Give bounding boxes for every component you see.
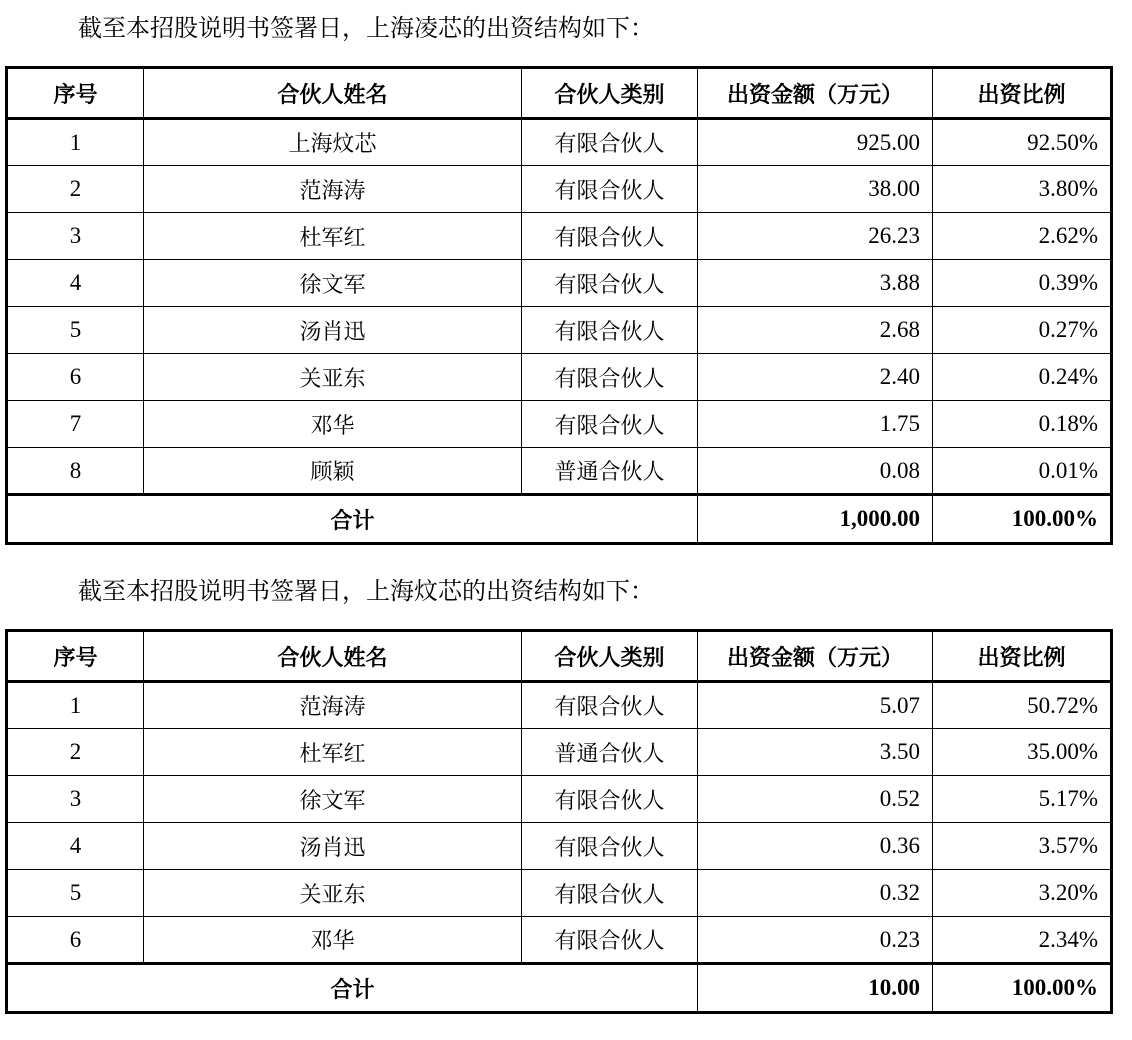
total-ratio: 100.00% xyxy=(933,495,1112,544)
table-row xyxy=(7,682,1112,729)
cell-amount: 5.07 xyxy=(698,682,933,729)
cell-ratio: 2.34% xyxy=(933,917,1112,964)
total-amount: 1,000.00 xyxy=(698,495,933,544)
cell-index: 2 xyxy=(7,166,144,213)
table-row xyxy=(7,119,1112,166)
table-row xyxy=(7,354,1112,401)
cell-amount: 0.08 xyxy=(698,448,933,495)
cell-partner-name: 汤肖迅 xyxy=(144,823,522,870)
table-row xyxy=(7,213,1112,260)
cell-amount: 0.36 xyxy=(698,823,933,870)
table-row xyxy=(7,870,1112,917)
intro-paragraph-lingxin: 截至本招股说明书签署日，上海凌芯的出资结构如下： xyxy=(78,14,654,42)
cell-ratio: 3.80% xyxy=(933,166,1112,213)
cell-ratio: 0.01% xyxy=(933,448,1112,495)
cell-partner-type: 有限合伙人 xyxy=(522,354,698,401)
cell-partner-type: 有限合伙人 xyxy=(522,776,698,823)
cell-amount: 0.23 xyxy=(698,917,933,964)
cell-amount: 3.88 xyxy=(698,260,933,307)
cell-amount: 2.40 xyxy=(698,354,933,401)
cell-index: 1 xyxy=(7,682,144,729)
capital-structure-table-lingxin xyxy=(5,66,1113,545)
cell-partner-type: 有限合伙人 xyxy=(522,401,698,448)
cell-amount: 3.50 xyxy=(698,729,933,776)
cell-partner-name: 邓华 xyxy=(144,917,522,964)
total-ratio: 100.00% xyxy=(933,964,1112,1013)
table-row xyxy=(7,448,1112,495)
cell-index: 4 xyxy=(7,260,144,307)
cell-index: 5 xyxy=(7,870,144,917)
table-row xyxy=(7,166,1112,213)
cell-partner-name: 范海涛 xyxy=(144,166,522,213)
header-partner-type: 合伙人类别 xyxy=(522,631,698,682)
cell-partner-type: 有限合伙人 xyxy=(522,870,698,917)
cell-ratio: 3.20% xyxy=(933,870,1112,917)
cell-index: 3 xyxy=(7,213,144,260)
header-index: 序号 xyxy=(7,631,144,682)
cell-partner-name: 徐文军 xyxy=(144,776,522,823)
cell-amount: 0.52 xyxy=(698,776,933,823)
cell-ratio: 0.18% xyxy=(933,401,1112,448)
cell-partner-name: 关亚东 xyxy=(144,870,522,917)
cell-partner-name: 范海涛 xyxy=(144,682,522,729)
cell-partner-name: 汤肖迅 xyxy=(144,307,522,354)
header-partner-name: 合伙人姓名 xyxy=(144,631,522,682)
cell-amount: 26.23 xyxy=(698,213,933,260)
cell-ratio: 35.00% xyxy=(933,729,1112,776)
header-amount: 出资金额（万元） xyxy=(698,68,933,119)
table-total-row xyxy=(7,495,1112,544)
cell-partner-name: 徐文军 xyxy=(144,260,522,307)
cell-index: 3 xyxy=(7,776,144,823)
cell-index: 6 xyxy=(7,354,144,401)
header-partner-type: 合伙人类别 xyxy=(522,68,698,119)
cell-partner-type: 有限合伙人 xyxy=(522,917,698,964)
cell-amount: 1.75 xyxy=(698,401,933,448)
cell-ratio: 2.62% xyxy=(933,213,1112,260)
total-label: 合计 xyxy=(7,964,698,1013)
cell-partner-type: 普通合伙人 xyxy=(522,448,698,495)
cell-partner-type: 有限合伙人 xyxy=(522,823,698,870)
cell-ratio: 3.57% xyxy=(933,823,1112,870)
cell-index: 1 xyxy=(7,119,144,166)
header-ratio: 出资比例 xyxy=(933,631,1112,682)
table-header-row xyxy=(7,631,1112,682)
cell-partner-type: 普通合伙人 xyxy=(522,729,698,776)
header-partner-name: 合伙人姓名 xyxy=(144,68,522,119)
cell-amount: 0.32 xyxy=(698,870,933,917)
table-row xyxy=(7,307,1112,354)
table-row xyxy=(7,260,1112,307)
table-row xyxy=(7,823,1112,870)
cell-amount: 38.00 xyxy=(698,166,933,213)
table-row xyxy=(7,729,1112,776)
cell-partner-type: 有限合伙人 xyxy=(522,166,698,213)
cell-partner-type: 有限合伙人 xyxy=(522,682,698,729)
intro-paragraph-wenxin: 截至本招股说明书签署日，上海炆芯的出资结构如下： xyxy=(78,577,654,605)
cell-index: 7 xyxy=(7,401,144,448)
cell-amount: 2.68 xyxy=(698,307,933,354)
cell-ratio: 50.72% xyxy=(933,682,1112,729)
header-ratio: 出资比例 xyxy=(933,68,1112,119)
cell-partner-type: 有限合伙人 xyxy=(522,119,698,166)
header-index: 序号 xyxy=(7,68,144,119)
cell-partner-name: 杜军红 xyxy=(144,729,522,776)
cell-partner-type: 有限合伙人 xyxy=(522,307,698,354)
cell-index: 5 xyxy=(7,307,144,354)
cell-ratio: 0.24% xyxy=(933,354,1112,401)
cell-ratio: 92.50% xyxy=(933,119,1112,166)
capital-structure-table-wenxin xyxy=(5,629,1113,1014)
table-row xyxy=(7,401,1112,448)
cell-index: 8 xyxy=(7,448,144,495)
total-amount: 10.00 xyxy=(698,964,933,1013)
cell-index: 6 xyxy=(7,917,144,964)
total-label: 合计 xyxy=(7,495,698,544)
table-row xyxy=(7,776,1112,823)
cell-partner-name: 顾颖 xyxy=(144,448,522,495)
cell-index: 2 xyxy=(7,729,144,776)
cell-ratio: 0.27% xyxy=(933,307,1112,354)
cell-partner-type: 有限合伙人 xyxy=(522,213,698,260)
cell-partner-name: 上海炆芯 xyxy=(144,119,522,166)
cell-ratio: 0.39% xyxy=(933,260,1112,307)
table-header-row xyxy=(7,68,1112,119)
cell-index: 4 xyxy=(7,823,144,870)
cell-partner-name: 关亚东 xyxy=(144,354,522,401)
table-row xyxy=(7,917,1112,964)
cell-partner-name: 杜军红 xyxy=(144,213,522,260)
header-amount: 出资金额（万元） xyxy=(698,631,933,682)
cell-amount: 925.00 xyxy=(698,119,933,166)
cell-ratio: 5.17% xyxy=(933,776,1112,823)
cell-partner-name: 邓华 xyxy=(144,401,522,448)
table-total-row xyxy=(7,964,1112,1013)
cell-partner-type: 有限合伙人 xyxy=(522,260,698,307)
